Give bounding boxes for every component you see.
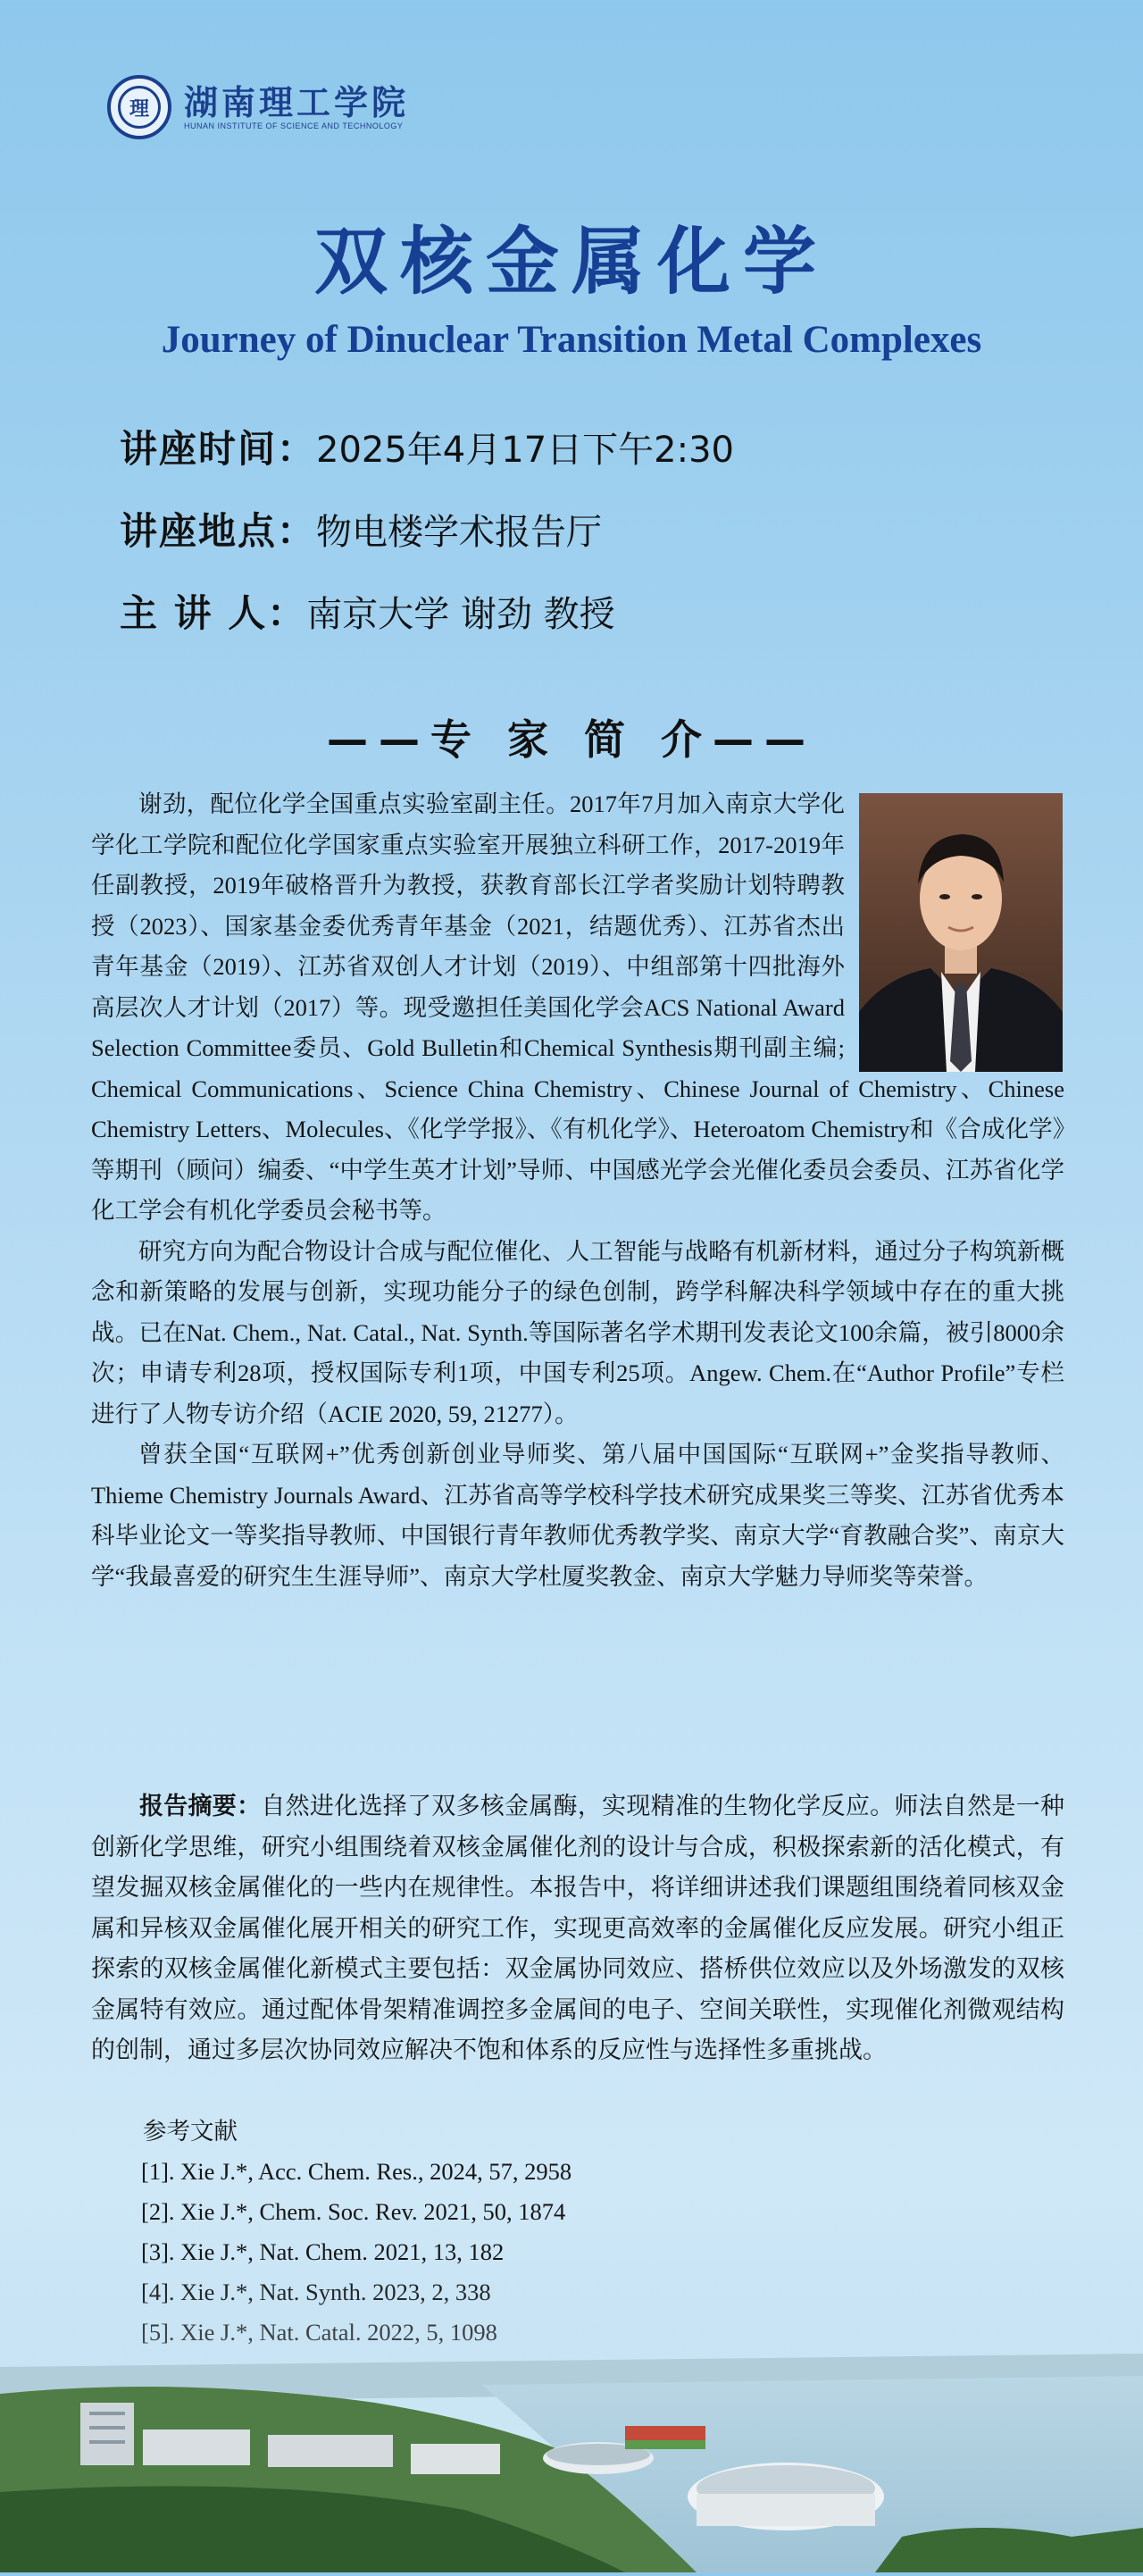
lecture-place-label: 讲座地点：	[120, 509, 317, 553]
lecture-place	[120, 502, 602, 556]
bio-paragraph: 研究方向为配合物设计合成与配位催化、人工智能与战略有机新材料，通过分子构筑新概念和新策略的发展与创新，实现功能分子的绿色创制，跨学科解决科学领域中存在的重大挑战。已在Nat. Chem., Nat. Catal., Nat. Synth.等国际著名学术期刊发表论文100余篇，被引8000余次；申请专利28项，授权国际专利1项，中国专利25项。Angew. Chem.在“Author Profile”专栏进行了人物专访介绍（ACIE 2020, 59, 21277）。	[91, 1237, 1064, 1427]
references-title: 参考文献	[143, 2118, 238, 2145]
university-name-cn: 湖南理工学院	[184, 82, 410, 122]
abstract-label: 报告摘要：	[139, 1793, 262, 1820]
expert-intro-heading: ——专 家 简 介——	[326, 715, 817, 764]
reference-item: [2]. Xie J.*, Chem. Soc. Rev. 2021, 50, 1874	[141, 2198, 566, 2225]
abstract-text: 自然进化选择了双多核金属酶，实现精准的生物化学反应。师法自然是一种创新化学思维，研究小组围绕着双核金属催化剂的设计与合成，积极探索新的活化模式，有望发掘双核金属催化的一些内在规律性。本报告中，将详细讲述我们课题组围绕着同核双金属和异核双金属催化展开相关的研究工作，实现更高效率的金属催化反应发展。研究小组正探索的双核金属催化新模式主要包括：双金属协同效应、搭桥供位效应以及外场激发的双核金属特有效应。通过配体骨架精准调控多金属间的电子、空间关联性，实现催化剂微观结构的创制，通过多层次协同效应解决不饱和体系的反应性与选择性多重挑战。	[91, 1793, 1065, 2063]
campus-panorama-image	[0, 2269, 1143, 2572]
expert-biography	[91, 784, 1064, 1597]
university-logo	[107, 75, 409, 139]
report-abstract	[91, 1786, 1064, 2071]
lecture-place-value: 物电楼学术报告厅	[316, 512, 603, 553]
lecture-speaker-value: 南京大学 谢劲 教授	[306, 594, 615, 635]
university-name-en: HUNAN INSTITUTE OF SCIENCE AND TECHNOLOGY	[184, 121, 404, 130]
reference-item: [3]. Xie J.*, Nat. Chem. 2021, 13, 182	[141, 2238, 505, 2265]
lecture-speaker	[120, 584, 615, 638]
lecture-time	[120, 420, 734, 473]
university-seal-icon: 理	[107, 75, 171, 139]
reference-item: [1]. Xie J.*, Acc. Chem. Res., 2024, 57, 2958	[141, 2158, 572, 2185]
lecture-title-cn: 双核金属化学	[313, 219, 829, 305]
lecture-time-label: 讲座时间：	[120, 427, 317, 471]
bio-paragraph: 曾获全国“互联网+”优秀创新创业导师奖、第八届中国国际“互联网+”金奖指导教师、Thieme Chemistry Journals Award、江苏省高等学校科学技术研究成果奖三等奖、江苏省优秀本科毕业论文一等奖指导教师、中国银行青年教师优秀教学奖、南京大学“育教融合奖”、南京大学“我最喜爱的研究生生涯导师”、南京大学杜厦奖教金、南京大学魅力导师奖等荣誉。	[91, 1441, 1064, 1590]
lecture-time-value: 2025年4月17日下午2:30	[316, 430, 734, 471]
lecture-speaker-label: 主 讲 人：	[120, 591, 307, 635]
lecture-title-en: Journey of Dinuclear Transition Metal Complexes	[161, 319, 982, 361]
bio-paragraph: 谢劲，配位化学全国重点实验室副主任。2017年7月加入南京大学化学化工学院和配位化学国家重点实验室开展独立科研工作，2017-2019年任副教授，2019年破格晋升为教授，获教育部长江学者奖励计划特聘教授（2023）、国家基金委优秀青年基金（2021，结题优秀）、江苏省杰出青年基金（2019）、江苏省双创人才计划（2019）、中组部第十四批海外高层次人才计划（2017）等。现受邀担任美国化学会ACS National Award Selection Committee委员、Gold Bulletin和Chemical Synthesis期刊副主编; Chemical Communications、Science China Chemistry、Chinese Journal of Chemistry、Chinese Chemistry Letters、Molecules、《化学学报》、《有机化学》、Heteroatom Chemistry和《合成化学》等期刊（顾问）编委、“中学生英才计划”导师、中国感光学会光催化委员会委员、江苏省化学化工学会有机化学委员会秘书等。	[91, 790, 1064, 1224]
